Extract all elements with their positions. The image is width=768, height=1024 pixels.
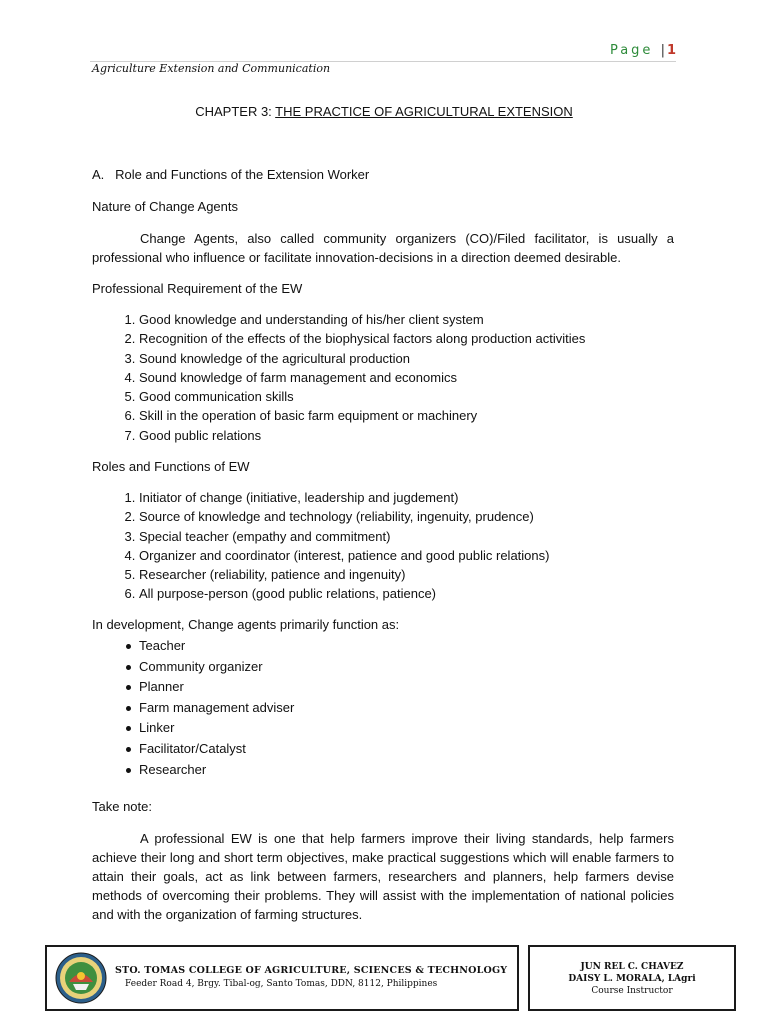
list-item: Researcher [139,760,294,781]
page-separator: | [660,43,665,58]
footer-school-box [45,945,519,1011]
college-seal-icon [55,952,107,1004]
chapter-title-text: THE PRACTICE OF AGRICULTURAL EXTENSION [275,104,573,119]
list-item: 3. Sound knowledge of the agricultural production [139,349,585,368]
take-note-label: Take note: [92,799,152,814]
development-intro: In development, Change agents primarily function as: [92,617,400,632]
nature-heading: Nature of Change Agents [92,199,238,214]
list-item: 1. Initiator of change (initiative, leadership and jugdement) [139,488,549,507]
list-item: 2. Recognition of the effects of the biophysical factors along production activities [139,329,585,348]
list-item: 5. Researcher (reliability, patience and ingenuity) [139,565,549,584]
page-number: 1 [666,43,676,58]
list-item: 1. Good knowledge and understanding of his/her client system [139,310,585,329]
nature-paragraph: Change Agents, also called community organizers (CO)/Filed facilitator, is usually a professional who influence or facilitate innovation-decisions in a direction deemed desirable. [92,231,674,265]
roles-heading: Roles and Functions of EW [92,459,250,474]
list-item: 2. Source of knowledge and technology (reliability, ingenuity, prudence) [139,507,549,526]
chapter-prefix: CHAPTER 3: [195,104,276,119]
instructor-name-1: JUN REL C. CHAVEZ [580,962,684,972]
requirements-list [92,310,585,445]
section-a-heading: A. Role and Functions of the Extension Worker [92,167,370,182]
development-list [92,636,294,780]
page-number-label [610,43,676,58]
list-item: 6. Skill in the operation of basic farm equipment or machinery [139,406,585,425]
list-item: 4. Organizer and coordinator (interest, patience and good public relations) [139,546,549,565]
footer-instructor-box [528,945,736,1011]
list-item: 3. Special teacher (empathy and commitment) [139,527,549,546]
school-address: Feeder Road 4, Brgy. Tibal-og, Santo Tomas, DDN, 8112, Philippines [125,979,438,989]
school-name: STO. TOMAS COLLEGE OF AGRICULTURE, SCIENCES & TECHNOLOGY [115,965,508,976]
list-item: Linker [139,718,294,739]
list-item: Teacher [139,636,294,657]
list-item: Facilitator/Catalyst [139,739,294,760]
list-item: Farm management adviser [139,698,294,719]
list-item: 4. Sound knowledge of farm management and economics [139,368,585,387]
running-title: Agriculture Extension and Communication [92,62,331,75]
take-note-paragraph: A professional EW is one that help farmers improve their living standards, help farmers achieve their long and short term objectives, make practical suggestions which will enable farmers to attain their goals, act as link between farmers, researchers and planners, help farmers devise methods of overcoming their problems. They will assist with the implementation of national policies and with the organization of farming structures. [92,831,674,922]
list-item: Planner [139,677,294,698]
requirements-heading: Professional Requirement of the EW [92,281,303,296]
list-item: 5. Good communication skills [139,387,585,406]
list-item: 7. Good public relations [139,426,585,445]
list-item: 6. All purpose-person (good public relations, patience) [139,584,549,603]
instructor-role: Course Instructor [591,986,673,996]
chapter-title [0,104,768,119]
roles-list [92,488,549,604]
list-item: Community organizer [139,657,294,678]
page-word: Page [609,43,654,58]
instructor-name-2: DAISY L. MORALA, LAgri [568,974,696,984]
